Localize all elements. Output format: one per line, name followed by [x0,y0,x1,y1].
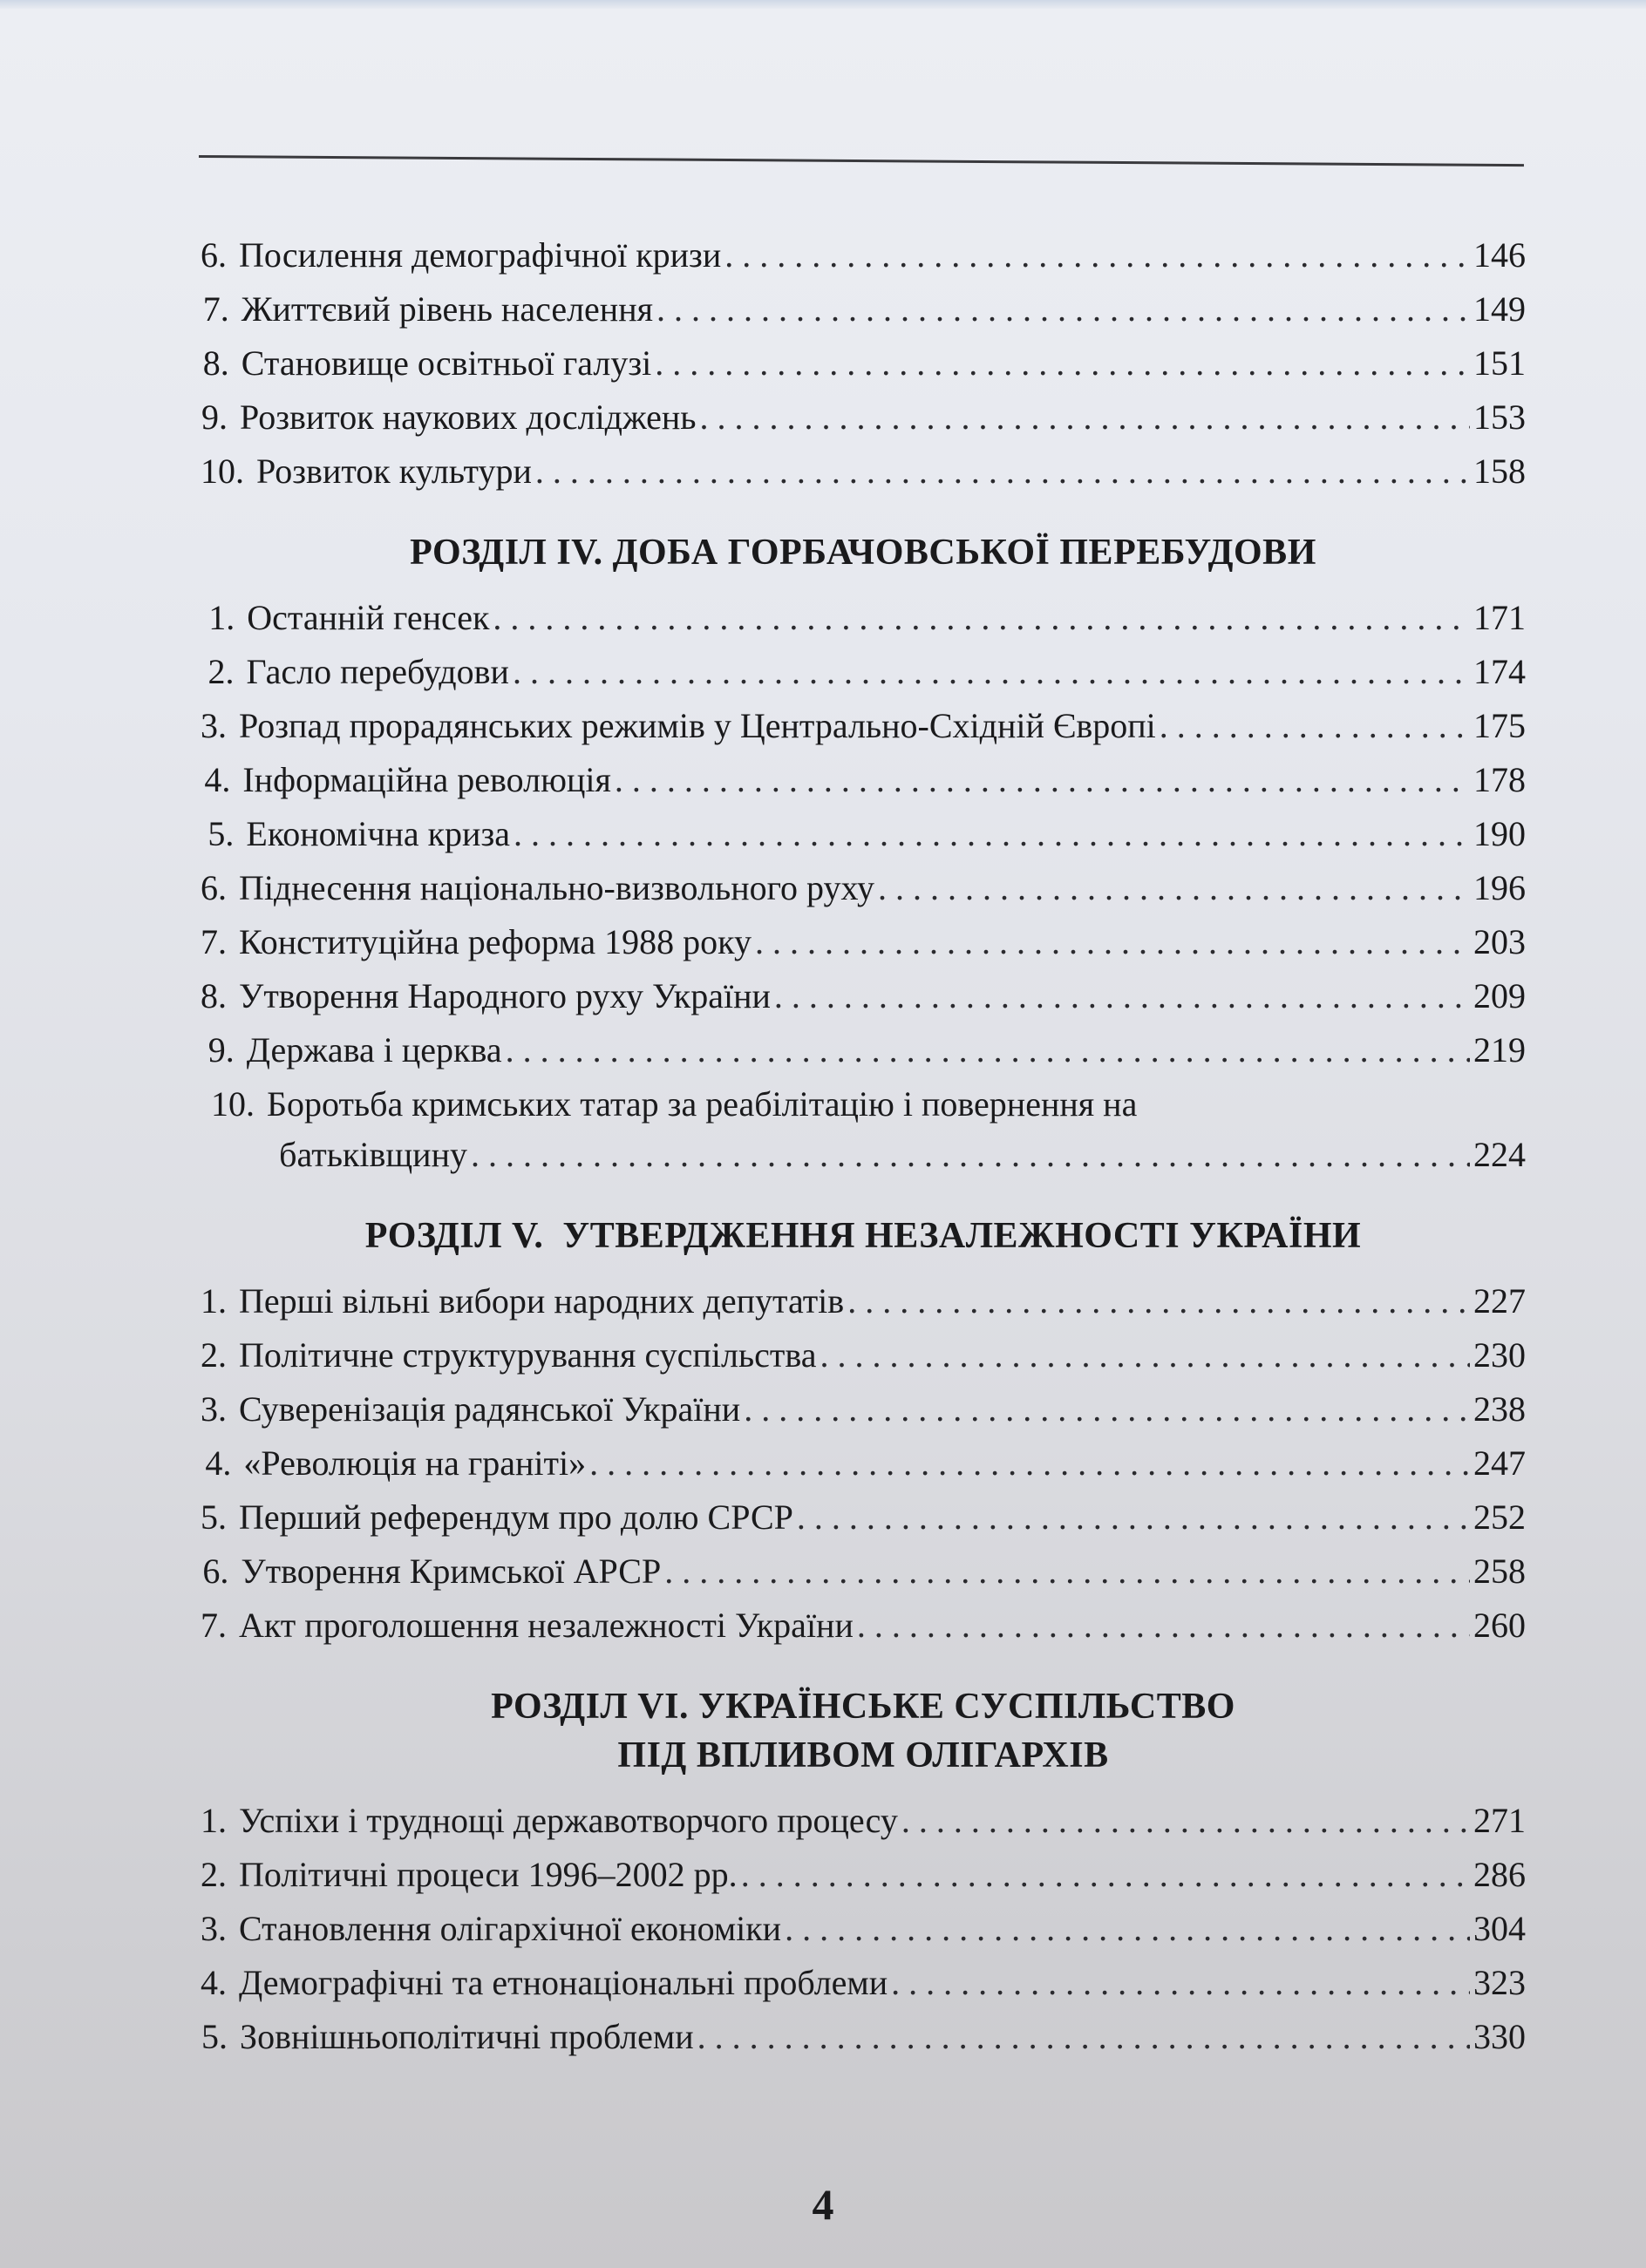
dot-leader [535,445,1470,499]
entry-number: 3. [201,1909,227,1948]
section-heading [201,528,1526,577]
dot-leader [655,336,1470,390]
toc-entry[interactable] [201,1599,1526,1653]
toc-entry[interactable] [201,645,1526,699]
entry-title: Останній генсек [247,598,490,637]
entry-number: 2. [201,1335,227,1375]
entry-title: Розвиток культури [256,452,532,491]
dot-leader [656,282,1470,336]
entry-title: Зовнішньополітичні проблеми [240,2017,694,2056]
entry-page: 227 [1473,1281,1526,1321]
toc-entry[interactable] [201,1794,1526,1848]
entry-title: Конституційна реформа 1988 року [239,922,752,961]
entry-title: Розпад прорадянських режимів у Центрально-Східній Європі [239,706,1156,745]
entry-title: Політичні процеси 1996–2002 рр. [239,1855,738,1894]
toc-entry[interactable] [201,2010,1526,2064]
section-heading-line: ПІД ВПЛИВОМ ОЛІГАРХІВ [617,1735,1109,1776]
entry-number: 7. [201,1606,227,1645]
entry-number: 6. [201,868,227,907]
dot-leader [901,1794,1470,1848]
entry-number: 7. [202,289,229,329]
section-heading-line: РОЗДІЛ IV. ДОБА ГОРБАЧОВСЬКОЇ ПЕРЕБУДОВИ [410,533,1316,573]
toc-entry[interactable] [201,861,1526,915]
entry-number: 9. [201,397,228,437]
toc-entry[interactable] [201,390,1526,445]
entry-title: Гасло перебудови [246,652,509,691]
entry-number: 2. [207,652,235,691]
dot-leader [774,969,1470,1023]
entry-number: 8. [202,343,229,383]
toc-entry[interactable] [201,1382,1526,1436]
section-6 [201,1682,1526,2064]
toc-entry[interactable] [201,1328,1526,1382]
entry-title: Перші вільні вибори народних депутатів [239,1281,845,1321]
entry-number: 10. [201,452,244,491]
toc-entry[interactable] [201,699,1526,753]
dot-leader [471,1128,1470,1182]
entry-number: 9. [207,1030,235,1069]
dot-leader [514,807,1470,861]
entry-title: Інформаційна революція [242,760,611,799]
dot-leader [506,1023,1470,1077]
entry-title: Посилення демографічної кризи [239,235,722,275]
toc-entry[interactable] [201,1902,1526,1956]
entry-number: 1. [201,1801,227,1840]
entry-page: 209 [1473,976,1526,1015]
entry-title: Перший референдум про долю СРСР [239,1497,793,1537]
dot-leader [513,645,1470,699]
entry-number: 1. [201,1281,227,1321]
entry-number: 1. [208,598,235,637]
entry-page: 219 [1473,1030,1526,1069]
entry-number: 2. [201,1855,227,1894]
toc-entry[interactable] [201,336,1526,390]
toc-entry[interactable] [201,1023,1526,1077]
toc-entry[interactable] [201,445,1526,499]
dot-leader [878,861,1470,915]
entry-number: 8. [201,976,227,1015]
continued-entries [201,228,1526,499]
entry-title: Розвиток наукових досліджень [239,397,697,437]
dot-leader [741,1848,1470,1902]
section-5 [201,1212,1526,1653]
entry-number: 4. [204,760,231,799]
entry-number: 6. [201,235,227,275]
dot-leader [700,390,1470,445]
entry-page: 174 [1473,652,1526,691]
entry-title-line2: батьківщину [279,1135,467,1174]
table-of-contents [201,228,1526,2064]
entry-title: Економічна криза [246,814,510,853]
entry-page: 153 [1473,397,1526,437]
dot-leader [797,1490,1470,1545]
toc-entry[interactable] [201,1956,1526,2010]
entry-title: Суверенізація радянської України [239,1389,741,1429]
entry-page: 158 [1473,452,1526,491]
entry-number: 4. [205,1443,232,1483]
entry-page: 149 [1473,289,1526,329]
toc-entry[interactable] [201,1848,1526,1902]
entry-page: 151 [1473,343,1526,383]
toc-entry[interactable] [201,1436,1526,1490]
entry-page: 247 [1473,1443,1526,1483]
dot-leader [615,753,1470,807]
page-number: 4 [812,2180,834,2229]
header-rule [199,155,1524,166]
toc-entry[interactable] [201,228,1526,282]
dot-leader [857,1599,1470,1653]
entry-page: 171 [1473,598,1526,637]
entry-page: 224 [1473,1135,1526,1174]
entry-number: 3. [201,1389,227,1429]
dot-leader [1160,699,1470,753]
toc-entry[interactable] [201,807,1526,861]
entry-number: 5. [201,1497,227,1537]
dot-leader [724,228,1470,282]
toc-entry[interactable] [201,282,1526,336]
dot-leader [847,1274,1470,1328]
entry-page: 238 [1473,1389,1526,1429]
dot-leader [755,915,1470,969]
entry-page: 330 [1473,2017,1526,2056]
entry-number: 4. [201,1963,227,2002]
entry-page: 146 [1473,235,1526,275]
entry-page: 196 [1473,868,1526,907]
entry-title: Акт проголошення незалежності України [239,1606,854,1645]
dot-leader [785,1902,1470,1956]
section-heading [201,1682,1526,1780]
entry-title: Держава і церква [246,1030,502,1069]
entry-number: 6. [202,1552,229,1591]
entry-page: 260 [1473,1606,1526,1645]
toc-entry[interactable] [201,915,1526,969]
entry-page: 304 [1473,1909,1526,1948]
entry-title: Успіхи і труднощі державотворчого процесу [239,1801,898,1840]
entry-title: Утворення Народного руху України [239,976,771,1015]
entry-title: «Революція на граніті» [243,1443,587,1483]
entry-number: 10. [211,1084,255,1124]
toc-entry[interactable] [201,1274,1526,1328]
dot-leader [697,2010,1470,2064]
entry-number: 3. [201,706,227,745]
dot-leader [589,1436,1470,1490]
entry-page: 258 [1473,1552,1526,1591]
toc-entry[interactable] [201,753,1526,807]
entry-number: 7. [201,922,227,961]
entry-title-line1: Боротьба кримських татар за реабілітацію і повернення на [267,1084,1138,1124]
entry-title: Життєвий рівень населення [241,289,654,329]
toc-entry[interactable] [201,1545,1526,1599]
entry-title: Утворення Кримської АРСР [241,1552,662,1591]
entry-title: Піднесення національно-визвольного руху [239,868,874,907]
dot-leader [744,1382,1470,1436]
entry-page: 323 [1473,1963,1526,2002]
entry-page: 230 [1473,1335,1526,1375]
entry-page: 175 [1473,706,1526,745]
toc-entry-continuation[interactable] [201,1128,1526,1182]
dot-leader [820,1328,1471,1382]
entry-page: 271 [1473,1801,1526,1840]
entry-page: 203 [1473,922,1526,961]
section-heading [201,1212,1526,1260]
entry-page: 252 [1473,1497,1526,1537]
entry-title: Становище освітньої галузі [241,343,652,383]
dot-leader [891,1956,1470,2010]
entry-title: Становлення олігархічної економіки [239,1909,782,1948]
section-4 [201,528,1526,1182]
entry-page: 190 [1473,814,1526,853]
dot-leader [664,1545,1470,1599]
entry-page: 286 [1473,1855,1526,1894]
toc-entry[interactable] [201,1490,1526,1545]
entry-page: 178 [1473,760,1526,799]
entry-title: Політичне структурування суспільства [239,1335,817,1375]
section-heading-line: РОЗДІЛ VI. УКРАЇНСЬКЕ СУСПІЛЬСТВО [491,1687,1235,1727]
toc-entry-multiline[interactable] [201,1077,1526,1128]
dot-leader [493,591,1470,645]
entry-title: Демографічні та етнонаціональні проблеми [239,1963,888,2002]
toc-entry[interactable] [201,969,1526,1023]
toc-entry[interactable] [201,591,1526,645]
page-top-edge [0,0,1646,9]
entry-number: 5. [201,2017,228,2056]
entry-number: 5. [207,814,235,853]
section-heading-line: РОЗДІЛ V. УТВЕРДЖЕННЯ НЕЗАЛЕЖНОСТІ УКРАЇНИ [364,1216,1362,1256]
